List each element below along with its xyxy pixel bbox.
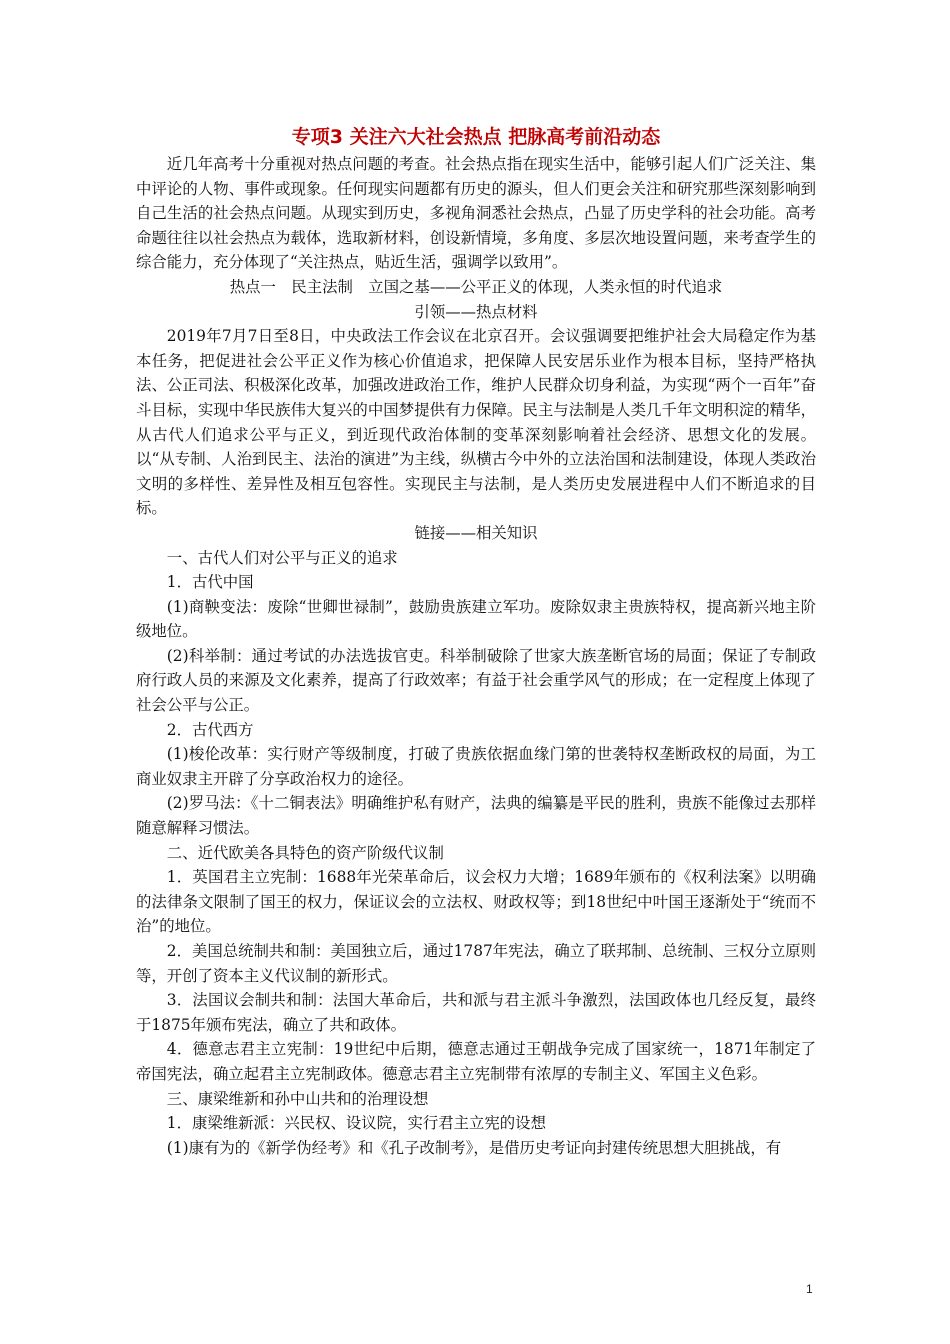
subsection-heading: 1．康梁维新派：兴民权、设议院，实行君主立宪的设想 bbox=[166, 1114, 546, 1133]
content-paragraph: (2)科举制：通过考试的办法选拔官吏。科举制破除了世家大族垄断官场的局面；保证了专制政府行政人员的来源及文化素养，提高了行政效率；有益于社会重学风气的形成；在一定程度上体现了社会公平与公正。 bbox=[136, 646, 816, 715]
section-heading: 一、古代人们对公平与正义的追求 bbox=[166, 548, 398, 567]
content-paragraph: 2．美国总统制共和制：美国独立后，通过1787年宪法，确立了联邦制、总统制、三权分立原则等，开创了资本主义代议制的新形式。 bbox=[136, 942, 816, 985]
page-title: 专项3 关注六大社会热点 把脉高考前沿动态 bbox=[291, 126, 661, 148]
content-paragraph: 4．德意志君主立宪制：19世纪中后期，德意志通过王朝战争完成了国家统一，1871年制定了帝国宪法，确立起君主立宪制政体。德意志君主立宪制带有浓厚的专制主义、军国主义色彩。 bbox=[136, 1040, 816, 1083]
content-paragraph: (1)梭伦改革：实行财产等级制度，打破了贵族依据血缘门第的世袭特权垄断政权的局面，为工商业奴隶主开辟了分享政治权力的途径。 bbox=[136, 745, 816, 788]
content-paragraph: 3．法国议会制共和制：法国大革命后，共和派与君主派斗争激烈，法国政体也几经反复，最终于1875年颁布宪法，确立了共和政体。 bbox=[136, 991, 816, 1034]
hotspot-heading: 热点一 民主法制 立国之基——公平正义的体现，人类永恒的时代追求 bbox=[229, 277, 723, 296]
content-paragraph: 1．英国君主立宪制：1688年光荣革命后，议会权力大增；1689年颁布的《权利法案》以明确的法律条文限制了国王的权力，保证议会的立法权、财政权等；到18世纪中叶国王逐渐处于“统而不治”的地位。 bbox=[136, 868, 816, 936]
link-heading: 链接——相关知识 bbox=[414, 523, 538, 542]
section-heading: 三、康梁维新和孙中山共和的治理设想 bbox=[166, 1089, 429, 1108]
content-paragraph: (2)罗马法：《十二铜表法》明确维护私有财产，法典的编纂是平民的胜利，贵族不能像过去那样随意解释习惯法。 bbox=[136, 794, 816, 838]
subsection-heading: 1．古代中国 bbox=[166, 573, 254, 592]
lead-paragraph: 2019年7月7日至8日，中央政法工作会议在北京召开。会议强调要把维护社会大局稳定作为基本任务，把促进社会公平正义作为核心价值追求，把保障人民安居乐业作为根本目标，坚持严格执法、公正司法、积极深化改革，加强改进政治工作，维护人民群众切身利益，为实现“两个一百年”奋斗目标，实现中华民族伟大复兴的中国梦提供有力保障。民主与法制是人类几千年文明积淀的精华，从古代人们追求公平与正义，到近现代政治体制的变革深刻影响着社会经济、思想文化的发展。以“从专制、人治到民主、法治的演进”为主线，纵横古今中外的立法治国和法制建设，体现人类政治文明的多样性、差异性及相互包容性。实现民主与法制，是人类历史发展进程中人们不断追求的目标。 bbox=[136, 327, 816, 518]
content-paragraph: (1)商鞅变法：废除“世卿世禄制”，鼓励贵族建立军功。废除奴隶主贵族特权，提高新兴地主阶级地位。 bbox=[136, 597, 816, 641]
content-paragraph: (1)康有为的《新学伪经考》和《孔子改制考》，是借历史考证向封建传统思想大胆挑战，有 bbox=[166, 1138, 782, 1157]
intro-paragraph: 近几年高考十分重视对热点问题的考查。社会热点指在现实生活中，能够引起人们广泛关注、集中评论的人物、事件或现象。任何现实问题都有历史的源头，但人们更会关注和研究那些深刻影响到自己生活的社会热点问题。从现实到历史，多视角洞悉社会热点，凸显了历史学科的社会功能。高考命题往往以社会热点为载体，选取新材料，创设新情境，多角度、多层次地设置问题，来考查学生的综合能力，充分体现了“关注热点，贴近生活，强调学以致用”。 bbox=[136, 155, 816, 272]
page-number: 1 bbox=[806, 1282, 813, 1296]
lead-heading: 引领——热点材料 bbox=[414, 302, 538, 321]
section-heading: 二、近代欧美各具特色的资产阶级代议制 bbox=[166, 843, 444, 862]
document-body bbox=[136, 124, 816, 1160]
subsection-heading: 2．古代西方 bbox=[166, 720, 254, 739]
